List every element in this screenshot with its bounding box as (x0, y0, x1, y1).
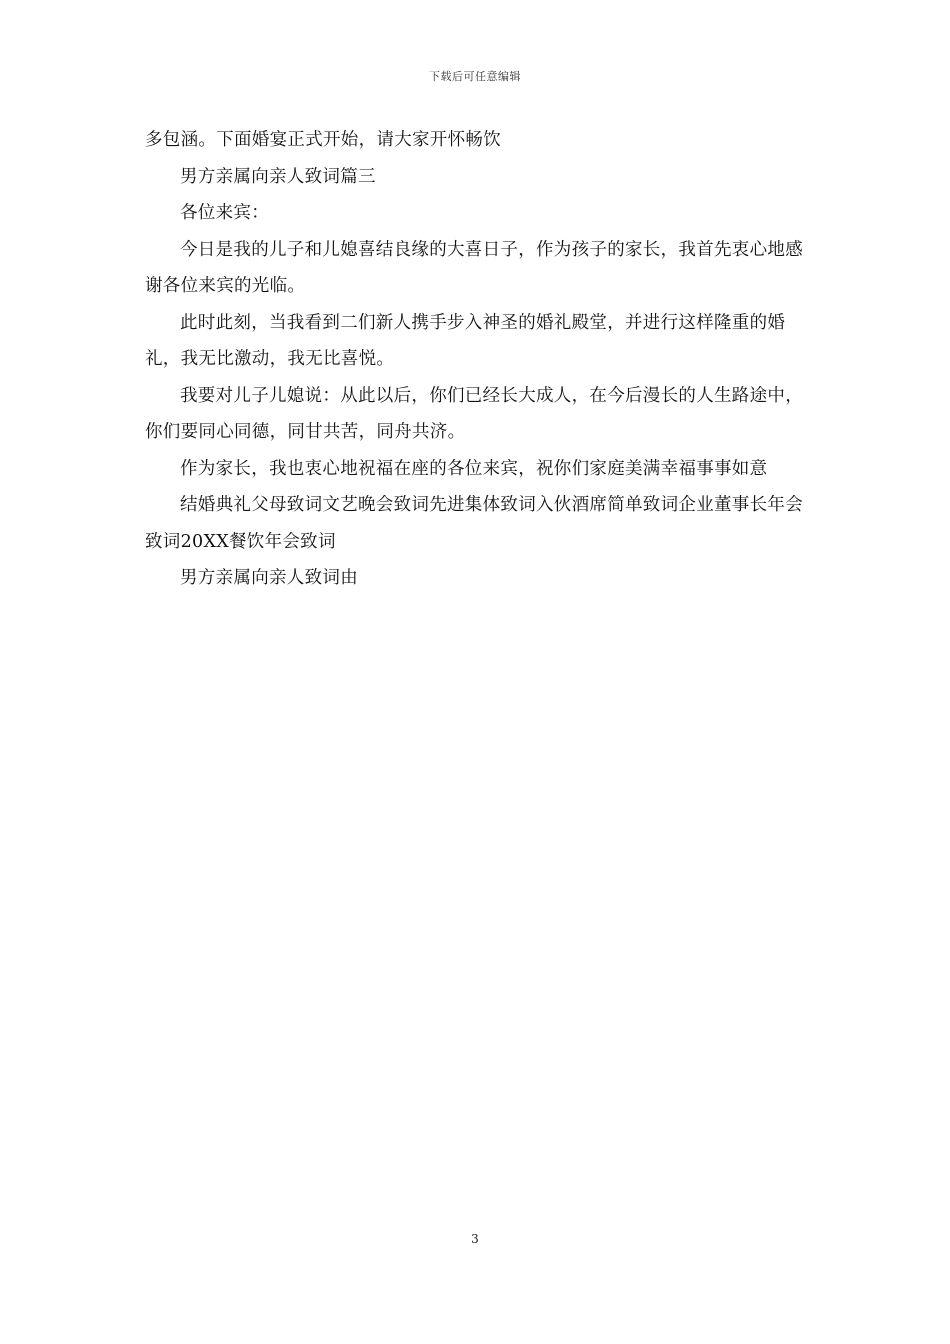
paragraph: 我要对儿子儿媳说：从此以后，你们已经长大成人，在今后漫长的人生路途中，你们要同心同德，同甘共苦，同舟共济。 (145, 385, 803, 442)
header-note: 下载后可任意编辑 (429, 70, 521, 83)
paragraph: 今日是我的儿子和儿媳喜结良缘的大喜日子，作为孩子的家长，我首先衷心地感谢各位来宾的光临。 (145, 239, 803, 296)
paragraph-continuation: 多包涵。下面婚宴正式开始，请大家开怀畅饮 (145, 130, 501, 150)
paragraph: 此时此刻，当我看到二们新人携手步入神圣的婚礼殿堂，并进行这样隆重的婚礼，我无比激动，我无比喜悦。 (145, 312, 786, 369)
document-body (145, 122, 810, 597)
paragraph: 作为家长，我也衷心地祝福在座的各位来宾，祝你们家庭美满幸福事事如意 (180, 458, 768, 479)
page-number: 3 (471, 1232, 479, 1246)
closing-line: 男方亲属向亲人致词由 (180, 568, 358, 588)
section-title: 男方亲属向亲人致词篇三 (180, 166, 376, 187)
salutation: 各位来宾： (180, 203, 269, 223)
related-links-paragraph: 结婚典礼父母致词文艺晚会致词先进集体致词入伙酒席简单致词企业董事长年会致词20XX餐饮年会致词 (145, 495, 803, 552)
